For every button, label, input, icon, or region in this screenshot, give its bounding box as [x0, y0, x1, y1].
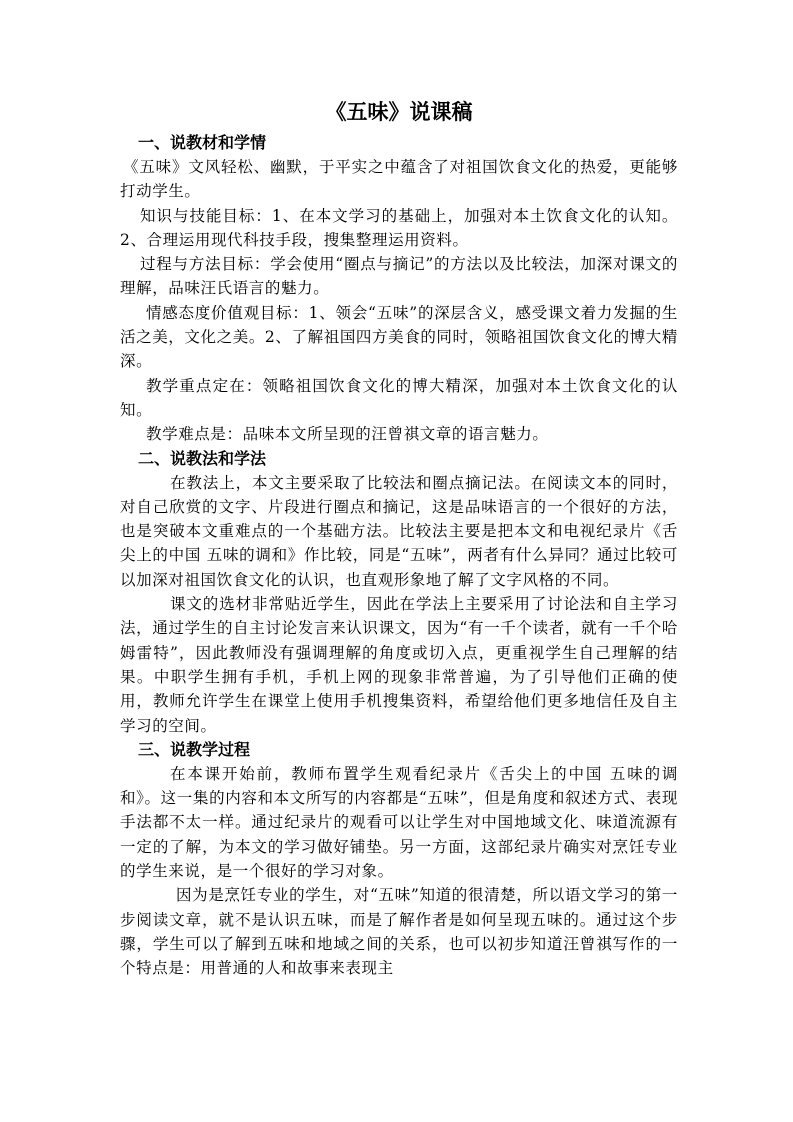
- paragraph: 知识与技能目标：1、在本文学习的基础上，加强对本土饮食文化的认知。2、合理运用现代科技手段，搜集整理运用资料。: [120, 206, 678, 249]
- paragraph: 在教法上，本文主要采取了比较法和圈点摘记法。在阅读文本的同时，对自己欣赏的文字、片段进行圈点和摘记，这是品味语言的一个很好的方法，也是突破本文重难点的一个基础方法。比较法主要是把本文和电视纪录片《舌尖上的中国 五味的调和》作比较，同是“五味”，两者有什么异同？通过比较可以加深对祖国饮食文化的认识，也直观形象地了解了文字风格的不同。: [120, 473, 678, 589]
- paragraph: 在本课开始前，教师布置学生观看纪录片《舌尖上的中国 五味的调和》。这一集的内容和本文所写的内容都是“五味”，但是角度和叙述方式、表现手法都不太一样。通过纪录片的观看可以让学生对中国地域文化、味道流源有一定的了解，为本文的学习做好铺垫。另一方面，这部纪录片确实对烹饪专业的学生来说，是一个很好的学习对象。: [120, 764, 678, 881]
- paragraph: 过程与方法目标：学会使用“圈点与摘记”的方法以及比较法，加深对课文的理解，品味汪氏语言的魅力。: [120, 255, 678, 298]
- paragraph: 《五味》文风轻松、幽默，于平实之中蕴含了对祖国饮食文化的热爱，更能够打动学生。: [120, 158, 678, 201]
- paragraph: 课文的选材非常贴近学生，因此在学法上主要采用了讨论法和自主学习法，通过学生的自主讨论发言来认识课文，因为“有一千个读者，就有一千个哈姆雷特”，因此教师没有强调理解的角度或切入点，更重视学生自己理解的结果。中职学生拥有手机，手机上网的现象非常普遍，为了引导他们正确的使用，教师允许学生在课堂上使用手机搜集资料，希望给他们更多地信任及自主学习的空间。: [120, 595, 678, 735]
- paragraph: 教学重点定在：领略祖国饮食文化的博大精深，加强对本土饮食文化的认知。: [120, 376, 678, 419]
- section-heading-methods: 二、说教法和学法: [138, 448, 267, 468]
- document-page: [120, 95, 678, 981]
- section-heading-materials: 一、说教材和学情: [138, 133, 267, 152]
- paragraph: 情感态度价值观目标：1、领会“五味”的深层含义，感受课文着力发掘的生活之美，文化之美。2、了解祖国四方美食的同时，领略祖国饮食文化的博大精深。: [120, 303, 678, 371]
- paragraph: 因为是烹饪专业的学生，对“五味”知道的很清楚，所以语文学习的第一步阅读文章，就不是认识五味，而是了解作者是如何呈现五味的。通过这个步骤，学生可以了解到五味和地域之间的关系，也可以初步知道汪曾祺写作的一个特点是：用普通的人和故事来表现主: [120, 886, 678, 978]
- document-title: 《五味》说课稿: [325, 99, 473, 124]
- paragraph: 教学难点是：品味本文所呈现的汪曾祺文章的语言魅力。: [146, 425, 549, 444]
- section-heading-process: 三、说教学过程: [138, 739, 251, 759]
